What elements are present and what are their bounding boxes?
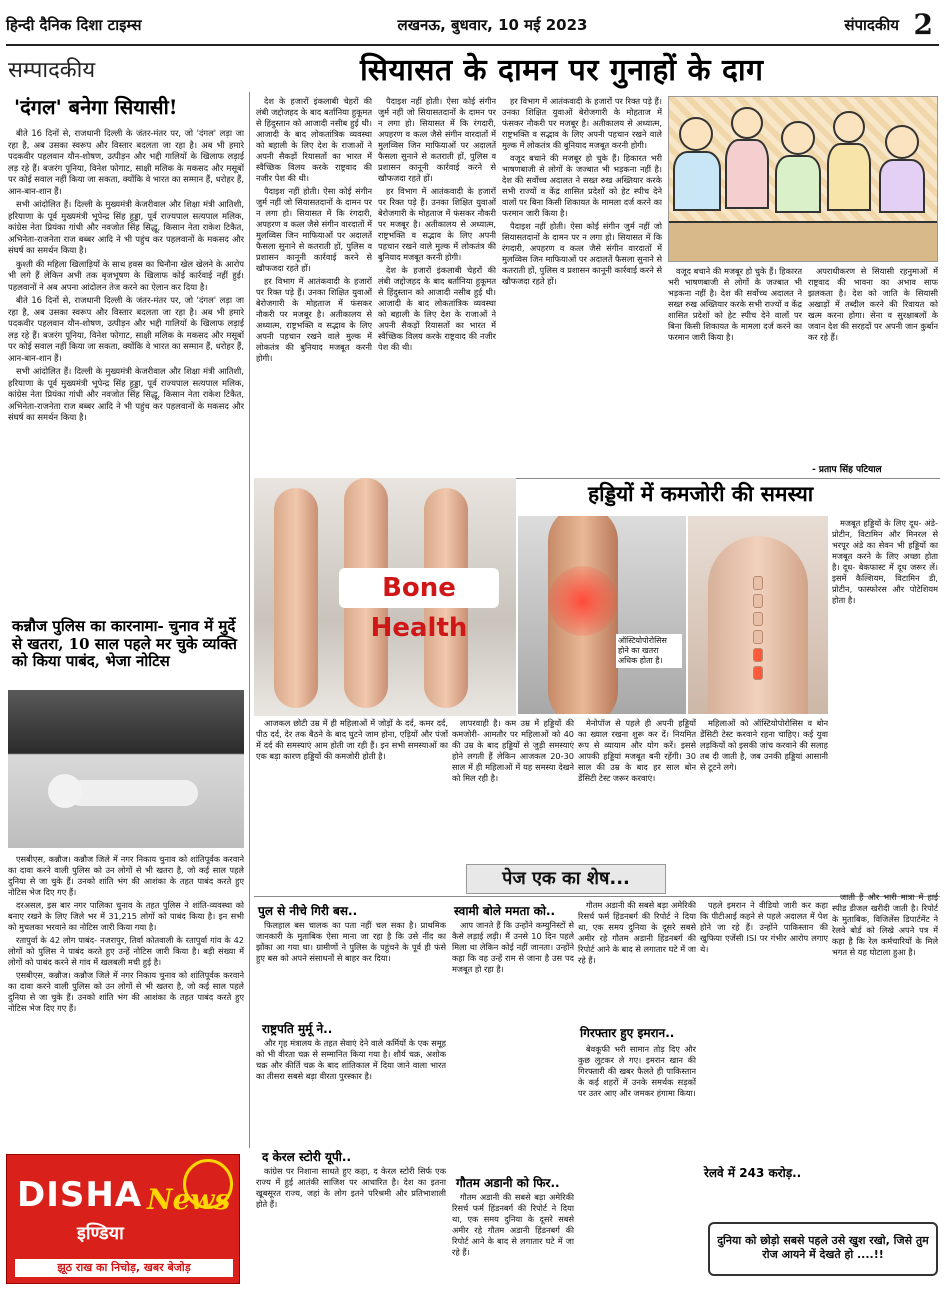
- disha-news-ad: [6, 1154, 240, 1284]
- section-name: संपादकीय: [844, 16, 899, 34]
- bone-col-1: [256, 718, 448, 864]
- main-headline: सियासत के दामन पर गुनाहों के दाग: [360, 53, 764, 88]
- political-cartoon: [668, 96, 938, 262]
- spine-photo: [688, 516, 828, 714]
- bone-col-4: [700, 718, 828, 864]
- cont-paragraph: फिलहाल बस चालक का पता नहीं चल सका है। प्राथमिक जानकारी के मुताबिक ऐसा माना जा रहा है कि उसे नींद का झोंका आ गया था। ग्रामीणों ने पुलिस के पहुंचने के पूर्व ही फंसे हुए बस को अपने संसाधनों से बाहर कर दिया।: [256, 920, 446, 963]
- cont-title: स्वामी बोले ममता को..: [454, 904, 556, 918]
- cont-body: [452, 1192, 574, 1286]
- cont-body: [578, 900, 696, 1020]
- section-label: सम्पादकीय: [8, 58, 96, 83]
- siyasat-paragraph: देश के हजारों इंकलाबी चेहरों की लंबी जद्दोजहद के बाद बर्तानिया हुकूमत से हिंदुस्तान को आजादी नसीब हुई थी। आजादी के बाद लोकतांत्रिक व्यवस्था को बहाली के लिए देश के राजाओं ने अपनी सैकड़ों रियासतों का भारत में स्वैच्छिक विलय करके राष्ट्रवाद की नजीर पेश की थी।: [256, 96, 372, 183]
- siyasat-paragraph: वजूद बचाने की मजबूर हो चुके हैं। हिकारत भरी भाषणबाजी से लोगों के जज्बात भी भड़कना नहीं है। देश की सर्वोच्च अदालत ने सख्त रुख अख्तियार करके सभी राज्यों व केंद्र शासित प्रदेशों को हेट स्पीच देने वालों पर बिना किसी शिकायत के मामला दर्ज करने का फरमान जारी किया है।: [668, 266, 802, 342]
- cont-title: गौतम अडानी को फिर..: [456, 1176, 560, 1190]
- siyasat-paragraph: अपराधीकरण से सियासी रहनुमाओं में राष्ट्रवाद की भावना का अभाव साफ झलकता है। देश को जाति के सियासी अखाड़ों में तब्दील करने की रिवायत को खत्म करना होगा। सेना व सुरक्षाबलों के जवान देश की सरहदों पर अपनी जान कुर्बान कर रहे हैं।: [808, 266, 938, 342]
- cont-title: पुल से नीचे गिरी बस..: [258, 904, 358, 918]
- ad-tagline: झूठ राख का निचोड़, खबर बेजोड़: [15, 1259, 233, 1277]
- editorial-body: [8, 128, 244, 618]
- cont-body: [256, 1038, 446, 1144]
- cont-body: [578, 1044, 696, 1286]
- dateline: लखनऊ, बुधवार, 10 मई 2023: [397, 16, 588, 34]
- cont-paragraph: गौतम अडानी की सबसे बड़ा अमेरिकी रिसर्च फर्म हिंडनबर्ग की रिपोर्ट ने दिया था, एक समय दुनिया के दूसरे सबसे अमीर रहे गौतम अडानी हिंडनबर्ग की रिपोर्ट आने के बाद से लगातार घटे में जा रहे हैं।: [452, 1192, 574, 1257]
- cont-paragraph: कांग्रेस पर निशाना साधते हुए कहा, द केरल स्टोरी सिर्फ एक राज्य में हुई आतंकी साजिश पर आधारित है। देश का इतना खूबसूरत राज्य, जहां के लोग इतने परिश्रमी और प्रतिभाशाली होते हैं।: [256, 1166, 446, 1209]
- bone-col-3: [578, 718, 696, 864]
- siyasat-paragraph: पैदाइश नहीं होती। ऐसा कोई संगीन जुर्म नहीं जो सियासतदानों के दामन पर न लगा हो। सियासत में कि रंगदारी, अपहरण व कत्ल जैसे संगीन वारदातों में मुलव्विस जिन माफियाओं पर अदालतें फैसला सुनाने से कतराती हों, पुलिस व प्रशासन कानूनी कार्रवाई करने से खौफजदा रहते हों।: [256, 186, 372, 273]
- siyasat-col-5: [808, 266, 938, 462]
- bone-col-far-right: [832, 892, 938, 1212]
- bone-col-right: [832, 518, 938, 888]
- cont-title: द केरल स्टोरी यूपी..: [262, 1150, 352, 1164]
- masthead: [6, 6, 939, 46]
- editorial-paragraph: कुश्ती की महिला खिलाड़ियों के साथ हवस का घिनौना खेल खेलने के आरोप भी लगे हैं लेकिन अभी तक बृजभूषण के खिलाफ कोई कार्रवाई नहीं हुई। पहलवानों ने अब अपना आंदोलन तेज करने का ऐलान कर दिया है।: [8, 258, 244, 292]
- cont-paragraph: गौतम अडानी की सबसे बड़ा अमेरिकी रिसर्च फर्म हिंडनबर्ग की रिपोर्ट ने दिया था, एक समय दुनिया के दूसरे सबसे अमीर रहे गौतम अडानी हिंडनबर्ग की रिपोर्ट आने के बाद से लगातार घटे में जा रहे हैं।: [578, 900, 696, 965]
- siyasat-paragraph: देश के हजारों इंकलाबी चेहरों की लंबी जद्दोजहद के बाद बर्तानिया हुकूमत से हिंदुस्तान को आजादी नसीब हुई थी। आजादी के बाद लोकतांत्रिक व्यवस्था को बहाली के लिए देश के राजाओं ने अपनी सैकड़ों रियासतों का भारत में स्वैच्छिक विलय करके राष्ट्रवाद की नजीर पेश की थी।: [378, 265, 496, 352]
- cont-title: राष्ट्रपति मुर्मू ने..: [262, 1022, 333, 1036]
- cont-body: [452, 920, 574, 1166]
- cont-body: [256, 920, 446, 1016]
- cont-paragraph: बेवकूफी भरी सामान तोड़ दिए और कुछ लूटकर ले गए। इमरान खान की गिरफ्तारी की खबर फैलते ही पाकिस्तान के कई शहरों में उनके समर्थक सड़कों पर उतर आए और जमकर हंगामा किया।: [578, 1044, 696, 1098]
- siyasat-paragraph: हर विभाग में आतंकवादी के हजारों पर रिक्त पड़े हैं। उनका शिक्षित युवाओं बेरोजगारी के मोहताज में फंसकर नौकरी पर मजबूर है। अतीकालय से अध्यात्म, राष्ट्रभक्ति व सद्भाव के लिए अपनी पहचान रखने वाले मुल्क में लोकतंत्र की बुनियाद मजबूत करनी होगी।: [378, 186, 496, 262]
- bone-health-photo: [254, 478, 516, 716]
- kannauj-paragraph: एसबीएस, कन्नौज। कन्नौज जिले में नगर निकाय चुनाव को शांतिपूर्वक करवाने का दावा करने वाली पुलिस को उन लोगों से भी खतरा है, जो कई साल पहले दुनिया से जा चुके हैं। उनको शांति भंग की आशंका के तहत पाबंद करते हुए नोटिस भेज दिए गए हैं।: [8, 970, 244, 1013]
- cont-body: [256, 1166, 446, 1286]
- bone-headline: हड्डियों में कमजोरी की समस्या: [588, 482, 814, 506]
- cont-paragraph: और गृह मंत्रालय के तहत सेवाएं देने वाले कर्मियों के एक समूह को भी वीरता चक्र से सम्मानित किया गया है। शौर्य चक्र, अशोक चक्र और कीर्ति चक्र के बाद शांतिकाल में दिया जाने वाला भारत का तीसरा सबसे बड़ा वीरता पुरस्कार है।: [256, 1038, 446, 1081]
- ad-india: इण्डिया: [77, 1223, 124, 1244]
- ad-brand: DISHA: [17, 1175, 143, 1215]
- knee-pain-photo: [518, 516, 686, 714]
- siyasat-paragraph: हर विभाग में आतंकवादी के हजारों पर रिक्त पड़े हैं। उनका शिक्षित युवाओं बेरोजगारी के मोहताज में फंसकर नौकरी पर मजबूर है। अतीकालय से अध्यात्म, राष्ट्रभक्ति व सद्भाव के लिए अपनी पहचान रखने वाले मुल्क में लोकतंत्र की बुनियाद मजबूत करनी होगी।: [256, 276, 372, 363]
- bone-health-banner: Bone Health: [339, 568, 499, 608]
- siyasat-col-4: [668, 266, 802, 476]
- bone-photo-caption: ऑस्टियोपोरोसिस होने का खतरा अधिक होता है।: [616, 634, 682, 668]
- kannauj-paragraph: एसबीएस, कन्नौज। कन्नौज जिले में नगर निकाय चुनाव को शांतिपूर्वक करवाने का दावा करने वाली पुलिस को उन लोगों से भी खतरा है, जो कई साल पहले दुनिया से जा चुके हैं। उनको शांति भंग की आशंका के तहत पाबंद करते हुए नोटिस भेज दिए गए हैं।: [8, 854, 244, 897]
- kannauj-body: [8, 854, 244, 1146]
- continued-strip: पेज एक का शेष...: [466, 864, 666, 894]
- siyasat-col-3: [502, 96, 662, 476]
- editorial-paragraph: बीते 16 दिनों से, राजधानी दिल्ली के जंतर-मंतर पर, जो 'दंगल' लड़ा जा रहा है, अब उसका स्वरूप और विस्तार बदलता जा रहा है। अब भी हमारे पदकवीर पहलवान यौन-शोषण, उत्पीड़न और भद्दी गालियों के खिलाफ लड़ाई लड़ रहे हैं। बजरंग पूनिया, विनेश फोगाट, साक्षी मलिक के मकसद और मसूबों पर कोई सवाल नहीं किया जा सकता, क्योंकि वे भारत का सम्मान हैं, धरोहर हैं, आन-बान-शान हैं।: [8, 128, 244, 196]
- cont-paragraph: आप जानते हैं कि उन्होंने कम्युनिस्टों से कैसे लड़ाई लड़ी। मैं उनसे 10 दिन पहले मिला था लेकिन कोई नहीं जानता। उन्होंने कहा कि वह उन्हें राम से जाना है उस पद मजबूत हो रहा है।: [452, 920, 574, 974]
- kannauj-paragraph: दरअसल, इस बार नगर पालिका चुनाव के तहत पुलिस ने शांति-व्यवस्था को बनाए रखने के लिए जिले भर में 31,215 लोगों को पाबंद किया है। इन सभी को मुचलका भरवाने का नोटिस जारी किया गया है।: [8, 900, 244, 932]
- bone-col-2: [452, 718, 574, 864]
- cont-paragraph: पहले इमरान ने वीडियो जारी कर कहा कि पीटीआई कहने से पहले अदालत में पेश होने जा रहे हैं। उन्होंने पाकिस्तान की खुफिया एजेंसी ISI पर गंभीर आरोप लगाए थे।: [700, 900, 828, 954]
- siyasat-col-2: [378, 96, 496, 476]
- siyasat-paragraph: हर विभाग में आतंकवादी के हजारों पर रिक्त पड़े हैं। उनका शिक्षित युवाओं बेरोजगारी के मोहताज में फंसकर नौकरी पर मजबूर है। अतीकालय से अध्यात्म, राष्ट्रभक्ति व सद्भाव के लिए अपनी पहचान रखने वाले मुल्क में लोकतंत्र की बुनियाद मजबूत करनी होगी।: [502, 96, 662, 150]
- page-number: 2: [913, 8, 933, 41]
- siyasat-paragraph: वजूद बचाने की मजबूर हो चुके हैं। हिकारत भरी भाषणबाजी से लोगों के जज्बात भी भड़कना नहीं है। देश की सर्वोच्च अदालत ने सख्त रुख अख्तियार करके सभी राज्यों व केंद्र शासित प्रदेशों को हेट स्पीच देने वालों पर बिना किसी शिकायत के मामला दर्ज करने का फरमान जारी किया है।: [502, 153, 662, 218]
- kannauj-paragraph: रतापुर्वा के 42 लोग पाबंद- नजरापुर, तिर्वा कोतवाली के रतापुर्वा गांव के 42 लोगों को पुलिस ने पाबंद करते हुए उन्हें नोटिस जारी किया है। बड़ी संख्या में लोगों को पाबंद करने से गांव में खलबली मची हुई है।: [8, 935, 244, 967]
- editorial-paragraph: बीते 16 दिनों से, राजधानी दिल्ली के जंतर-मंतर पर, जो 'दंगल' लड़ा जा रहा है, अब उसका स्वरूप और विस्तार बदलता जा रहा है। अब भी हमारे पदकवीर पहलवान यौन-शोषण, उत्पीड़न और भद्दी गालियों के खिलाफ लड़ाई लड़ रहे हैं। बजरंग पूनिया, विनेश फोगाट, साक्षी मलिक के मकसद और मसूबों पर कोई सवाल नहीं किया जा सकता, क्योंकि वे भारत का सम्मान हैं, धरोहर हैं, आन-बान-शान हैं।: [8, 295, 244, 363]
- bone-paragraph: आजकल छोटी उम्र में ही महिलाओं में जोड़ों के दर्द, कमर दर्द, पीठ दर्द, देर तक बैठने के बाद घुटने जाम होना, एड़ियों और पंजों में दर्द की समस्याएं आम होती जा रही हैं। इन सभी समस्याओं का एक बड़ा कारण हड्डियों की कमजोरी होती है।: [256, 718, 448, 761]
- ad-news: News: [147, 1183, 231, 1216]
- cont-title: रेलवे में 243 करोड़..: [704, 1166, 802, 1180]
- cont-body: [700, 900, 828, 1160]
- quote-box: दुनिया को छोड़ो सबसे पहले उसे खुश रखो, जिसे तुम रोज आयने में देखते हो ....!!: [708, 1222, 938, 1276]
- siyasat-paragraph: पैदाइश नहीं होती। ऐसा कोई संगीन जुर्म नहीं जो सियासतदानों के दामन पर न लगा हो। सियासत में कि रंगदारी, अपहरण व कत्ल जैसे संगीन वारदातों में मुलव्विस जिन माफियाओं पर अदालतें फैसला सुनाने से कतराती हों, पुलिस व प्रशासन कानूनी कार्रवाई करने से खौफजदा रहते हों।: [378, 96, 496, 183]
- siyasat-paragraph: पैदाइश नहीं होती। ऐसा कोई संगीन जुर्म नहीं जो सियासतदानों के दामन पर न लगा हो। सियासत में कि रंगदारी, अपहरण व कत्ल जैसे संगीन वारदातों में मुलव्विस जिन माफियाओं पर अदालतें फैसला सुनाने से कतराती हों, पुलिस व प्रशासन कानूनी कार्रवाई करने से खौफजदा रहते हों।: [502, 221, 662, 286]
- paper-name: हिन्दी दैनिक दिशा टाइम्स: [6, 16, 142, 34]
- kannauj-headline: कन्नौज पुलिस का कारनामा- चुनाव में मुर्दे से खतरा, 10 साल पहले मर चुके व्यक्ति को किया पाबंद, भेजा नोटिस: [12, 617, 237, 671]
- editorial-paragraph: सभी आंदोलित हैं। दिल्ली के मुख्यमंत्री केजरीवाल और शिक्षा मंत्री आतिशी, हरियाणा के पूर्व मुख्यमंत्री भूपेन्द्र सिंह हुड्डा, पूर्व राज्यपाल सत्यपाल मलिक, कांग्रेस नेता प्रियंका गांधी और नवजोत सिंह सिद्धू, किसान नेता राकेश टिकैत, अभिनेता-राजनेता राज बब्बर आदि ने भी पहुंच कर पहलवानों के मकसद और संघर्ष का समर्थन किया है।: [8, 199, 244, 255]
- siyasat-byline: - प्रताप सिंह पटियाल: [812, 465, 882, 475]
- bone-paragraph: महिलाओं को ऑस्टियोपोरोसिस व बोन डेंसिटी टेस्ट करवाने रहना चाहिए। कई युवा लड़कियों को इसकी जांच करवाने की सलाह तब दी जाती है, जब उनकी हड्डियां आसानी से टूटने लगे।: [700, 718, 828, 772]
- bone-paragraph: मेनोपॉज से पहले ही अपनी हड्डियों का ख्याल रखना शुरू कर दें। नियमित रूप से व्यायाम और योग करें। इससे आपकी हड्डियां मजबूत बनी रहेंगी। 30 साल की उम्र के बाद हर साल बोन डेंसिटी टेस्ट जरूर करवाएं।: [578, 718, 696, 783]
- editorial-paragraph: सभी आंदोलित हैं। दिल्ली के मुख्यमंत्री केजरीवाल और शिक्षा मंत्री आतिशी, हरियाणा के पूर्व मुख्यमंत्री भूपेन्द्र सिंह हुड्डा, पूर्व राज्यपाल सत्यपाल मलिक, कांग्रेस नेता प्रियंका गांधी और नवजोत सिंह सिद्धू, किसान नेता राकेश टिकैत, अभिनेता-राजनेता राज बब्बर आदि ने भी पहुंच कर पहलवानों के मकसद और संघर्ष का समर्थन किया है।: [8, 366, 244, 422]
- editorial-headline: 'दंगल' बनेगा सियासी!: [14, 95, 178, 119]
- cont-title: गिरफ्तार हुए इमरान..: [580, 1026, 675, 1040]
- siyasat-col-1: [256, 96, 372, 476]
- bone-paragraph: जाती हैं और भारी मात्रा में हाई स्पीड डीजल खरीदी जाती है। रिपोर्ट के मुताबिक, विजिलेंस डिपार्टमेंट ने रेलवे बोर्ड को लिखे अपने पत्र में कहा है कि रेल कर्मचारियों के मिले भगत से यह घोटाला हुआ है।: [832, 892, 938, 957]
- bone-paragraph: मजबूत हड्डियों के लिए दूध- अंडे- प्रोटीन, विटामिन और मिनरल से भरपूर अंडे का सेवन भी हड्डियों का मजबूत करने के लिए अच्छा होता है। दूध- बेकफास्ट में दूध जरूर लें। इसमें कैल्शियम, विटामिन डी, प्रोटीन, फास्फोरस और पोटेशियम होता है।: [832, 518, 938, 605]
- kannauj-photo: [8, 690, 244, 848]
- bone-paragraph: लापरवाही है। कम उम्र में हड्डियों की कमजोरी- आमतौर पर महिलाओं को 40 की उम्र के बाद हड्डियों से जुड़ी समस्याएं होने लगती हैं लेकिन आजकल 20-30 साल में ही महिलाओं में यह समस्या देखने को मिल रही है।: [452, 718, 574, 783]
